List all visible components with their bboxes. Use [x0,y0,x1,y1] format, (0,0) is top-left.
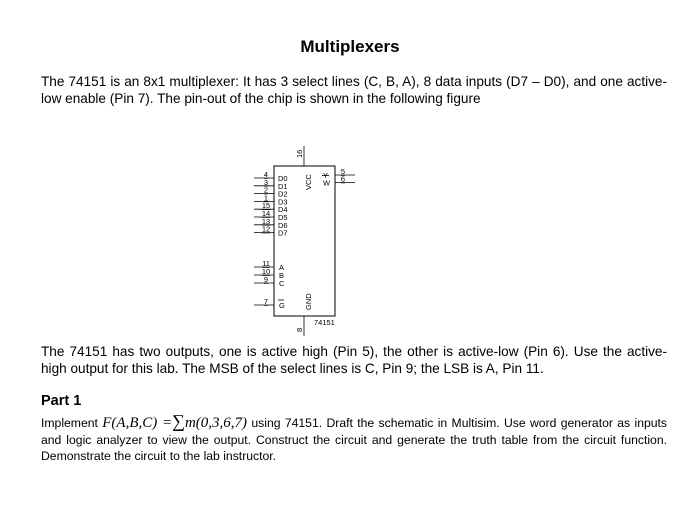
select-pin-number-11: 11 [262,259,270,268]
output-pin-number-5: 5 [340,167,346,176]
data-pin-number-15: 15 [261,201,271,211]
select-pin-number-9: 9 [263,275,269,284]
chip-74151-diagram [230,138,380,338]
formula-rhs: m(0,3,6,7) [184,415,248,431]
data-pin-label-D5: D5 [278,213,288,222]
data-pin-number-1: 1 [263,193,269,203]
chip-pinout-figure [230,138,380,343]
output-pin-label-6: W [323,178,331,188]
select-pin-number-10: 10 [261,267,271,276]
chip-pins [254,146,355,336]
enable-pin-label: G [279,301,285,310]
gnd-label: GND [304,293,313,310]
data-pin-label-D3: D3 [278,197,288,207]
part1-paragraph [41,413,667,465]
data-pin-label-D4: D4 [278,205,288,215]
sigma-symbol: ∑ [172,411,185,431]
data-pin-label-D1: D1 [278,181,288,191]
data-pin-label-D6: D6 [278,220,288,230]
data-pin-label-D7: D7 [278,228,288,238]
outputs-paragraph: The 74151 has two outputs, one is active high (Pin 5), the other is active-low (Pin 6). Use the active-high output for this lab. The MSB of the select lines is C, Pin 9; the LSB is A, Pin 11. [41,344,667,376]
part1-instructions: using 74151. Draft the schematic in Multisim. Use word generator as inputs and logic analyzer to view the output. Construct the circuit and generate the truth table from the circuit function. Demonstrate the circuit to the lab instructor. [41,416,668,463]
data-pin-number-4: 4 [263,170,269,179]
data-pin-number-14: 14 [261,209,271,218]
vcc-pin-number: 16 [295,149,304,158]
data-pin-number-3: 3 [263,177,269,187]
page-title: Multiplexers [300,37,400,56]
implement-word: Implement [41,416,98,430]
intro-paragraph: The 74151 is an 8x1 multiplexer: It has 3 select lines (C, B, A), 8 data inputs (D7 – D0), and one active-low enable (Pin 7). The pin-out of the chip is shown in the following figure [41,74,667,106]
output-pin-label-5: Y [323,171,329,180]
part1-heading: Part 1 [41,393,82,409]
formula-lhs: F(A,B,C) = [102,415,173,431]
data-pin-label-D2: D2 [278,189,288,199]
select-pin-label-C: C [279,279,285,288]
select-pin-label-A: A [279,263,285,272]
data-pin-number-12: 12 [261,224,271,234]
output-pin-number-6: 6 [340,174,346,184]
select-pin-label-B: B [279,271,285,280]
enable-pin-number: 7 [263,297,269,306]
data-pin-number-13: 13 [261,216,271,226]
gnd-pin-number: 8 [295,327,304,332]
data-pin-label-D0: D0 [278,174,288,183]
boolean-formula [102,411,248,431]
chip-part-number: 74151 [314,318,335,327]
vcc-label: VCC [304,174,313,190]
data-pin-number-2: 2 [263,185,269,195]
